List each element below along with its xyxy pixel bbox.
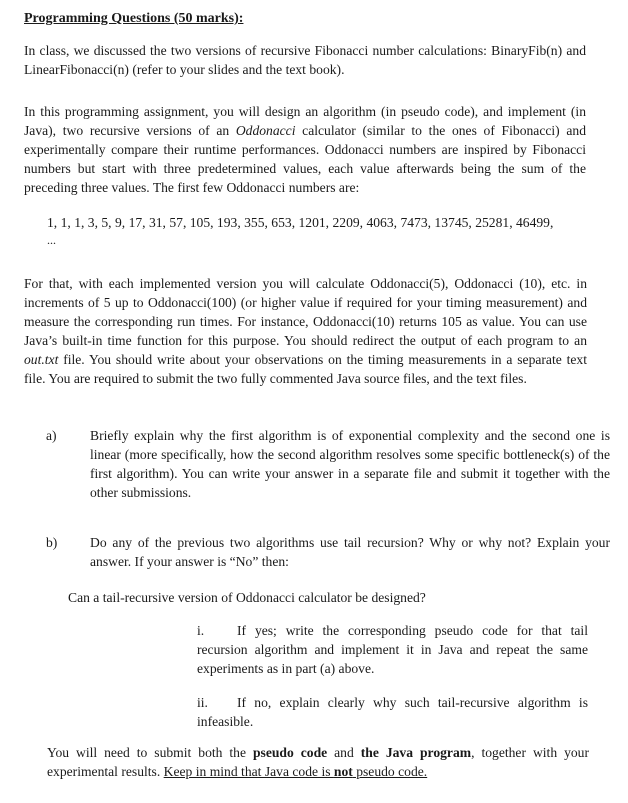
submission-text-3: , together with your experimental results. — [47, 745, 590, 779]
submission-text-1: You will need to submit both the — [47, 745, 253, 760]
pseudo-code-emphasis: pseudo code — [252, 745, 328, 760]
sub-question-ii-text: If no, explain clearly why such tail-recursive algorithm is infeasible. — [197, 695, 588, 729]
reminder-underlined — [164, 764, 428, 779]
sub-question-i — [197, 621, 588, 678]
question-b-text: Do any of the previous two algorithms use tail recursion? Why or why not? Explain your answer. If your answer is “No” then: — [90, 535, 610, 569]
oddonacci-term: Oddonacci — [235, 123, 296, 138]
java-program-emphasis: the Java program — [360, 745, 472, 760]
question-a-label: a) — [46, 428, 57, 443]
reminder-text-2: pseudo code. — [352, 764, 428, 779]
not-emphasis: not — [333, 764, 353, 779]
sub-question-ii — [197, 693, 588, 731]
question-a-text: Briefly explain why the first algorithm is of exponential complexity and the second one is linear (more specifically, how the second algorithm resolves some specific bottleneck(s) of the first algorithm). You can write your answer in a separate file and submit it together with the other submissions. — [90, 428, 610, 500]
assignment-text-end: calculator (similar to the ones of Fibonacci) and experimentally compare their runtime performances. Oddonacci numbers are inspired by Fibonacci numbers but start with three predetermined values, each value afterwards being the sum of the preceding three values. The first few Oddonacci numbers are: — [24, 123, 586, 195]
oddonacci-sequence: 1, 1, 1, 3, 5, 9, 17, 31, 57, 105, 193, 355, 653, 1201, 2209, 4063, 7473, 13745, 25281, 46499, — [47, 215, 554, 230]
sequence-ellipsis: ... — [47, 233, 56, 247]
sub-question-ii-label: ii. — [197, 695, 208, 710]
assignment-paragraph — [24, 102, 586, 197]
question-b-label: b) — [46, 535, 58, 550]
follow-up-question: Can a tail-recursive version of Oddonacci calculator be designed? — [68, 590, 426, 605]
timing-text-start: For that, with each implemented version you will calculate Oddonacci(5), Oddonacci (10), etc. in increments of 5 up to Oddonacci(100) (or higher value if required for your timing measurement) and measure the corresponding run times. For instance, Oddonacci(10) returns 105 as value. You can use Java’s built-in time function for this purpose. You should redirect the output of each program to an — [24, 276, 587, 348]
assignment-text-start: In this programming assignment, you will design an algorithm (in pseudo code), and implement (in Java), two recursive versions of an — [24, 104, 586, 138]
question-a — [46, 426, 610, 502]
section-heading: Programming Questions (50 marks): — [24, 11, 244, 26]
submission-note — [47, 743, 589, 781]
submission-text-2: and — [327, 745, 361, 760]
sub-question-i-label: i. — [197, 623, 205, 638]
question-b — [46, 533, 610, 571]
sub-question-i-text: If yes; write the corresponding pseudo code for that tail recursion algorithm and implement it in Java and repeat the same experiments as in part (a) above. — [197, 623, 588, 676]
output-filename: out.txt — [24, 352, 59, 367]
reminder-text-1: Keep in mind that Java code is — [163, 764, 334, 779]
timing-text-end: file. You should write about your observations on the timing measurements in a separate text file. You are required to submit the two fully commented Java source files, and the text files. — [24, 352, 587, 386]
intro-paragraph: In class, we discussed the two versions of recursive Fibonacci number calculations: BinaryFib(n) and LinearFibonacci(n) (refer to your slides and the text book). — [24, 43, 586, 77]
timing-paragraph — [24, 274, 587, 388]
